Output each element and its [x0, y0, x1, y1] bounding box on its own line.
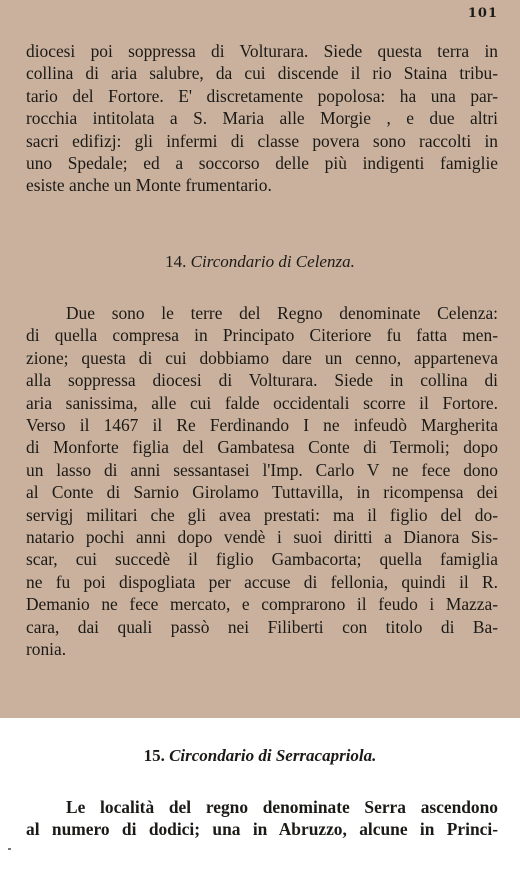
- section-heading-14: [0, 252, 520, 272]
- page-number: 101: [467, 6, 498, 21]
- text-line: uno Spedale; ed a soccorso delle più indigenti famiglie: [26, 153, 498, 174]
- text-line: Demanio ne fece mercato, e comprarono il feudo i Mazza-: [26, 594, 498, 615]
- text-line: Le località del regno denominate Serra ascendono: [66, 797, 498, 817]
- text-line: cara, dai quali passò nei Filiberti con titolo di Ba-: [26, 616, 498, 637]
- text-line: servigj militari che gli avea prestati: ma il figlio del do-: [26, 504, 498, 525]
- text-line: rocchia intitolata a S. Maria alle Morgie , e due altri: [26, 108, 498, 129]
- text-line: al numero di dodici; una in Abruzzo, alcune in Princi-: [26, 819, 498, 840]
- text-line: Due sono le terre del Regno denominate Celenza:: [66, 303, 498, 323]
- text-line: di Monforte figlia del Gambatesa Conte di Termoli; dopo: [26, 437, 498, 458]
- text-line: collina di aria salubre, da cui discende il rio Staina tribu-: [26, 63, 498, 84]
- paragraph-celenza: [26, 302, 498, 661]
- section-number: 14.: [165, 252, 187, 271]
- section-title: Circondario di Celenza.: [190, 252, 355, 271]
- text-line: aria sanissima, alle cui falde occidentali scorre il Fortore.: [26, 392, 498, 413]
- text-line: scar, cui succedè il figlio Gambacorta; quella famiglia: [26, 549, 498, 570]
- text-line: esiste anche un Monte frumentario.: [26, 175, 272, 196]
- section-heading-15: [0, 746, 520, 766]
- text-line: Verso il 1467 il Re Ferdinando I ne infeudò Margherita: [26, 415, 498, 436]
- text-line: alla soppressa diocesi di Volturara. Siede in collina di: [26, 370, 498, 391]
- paragraph-serracapriola: [26, 796, 498, 841]
- text-line: diocesi poi soppressa di Volturara. Siede questa terra in: [26, 41, 498, 61]
- text-line: tario del Fortore. E' discretamente popolosa: ha una par-: [26, 85, 498, 106]
- scan-speck: [8, 848, 11, 850]
- section-title: Circondario di Serracapriola.: [169, 746, 377, 765]
- text-line: un lasso di anni sessantasei l'Imp. Carlo V ne fece dono: [26, 459, 498, 480]
- text-line: sacri edifizj: gli infermi di classe povera sono raccolti in: [26, 130, 498, 151]
- text-line: ronia.: [26, 639, 67, 660]
- text-line: di quella compresa in Principato Citeriore fu fatta men-: [26, 325, 498, 346]
- section-number: 15.: [143, 746, 165, 765]
- paragraph-volturara: [26, 40, 498, 197]
- text-line: zione; questa di cui dobbiamo dare un cenno, apparteneva: [26, 347, 498, 368]
- text-line: al Conte di Sarnio Girolamo Tuttavilla, in ricompensa dei: [26, 482, 498, 503]
- text-line: natario pochi anni dopo vendè i suoi diritti a Dianora Sis-: [26, 527, 498, 548]
- text-line: ne fu poi dispogliata per accuse di fellonia, quindi il R.: [26, 571, 498, 592]
